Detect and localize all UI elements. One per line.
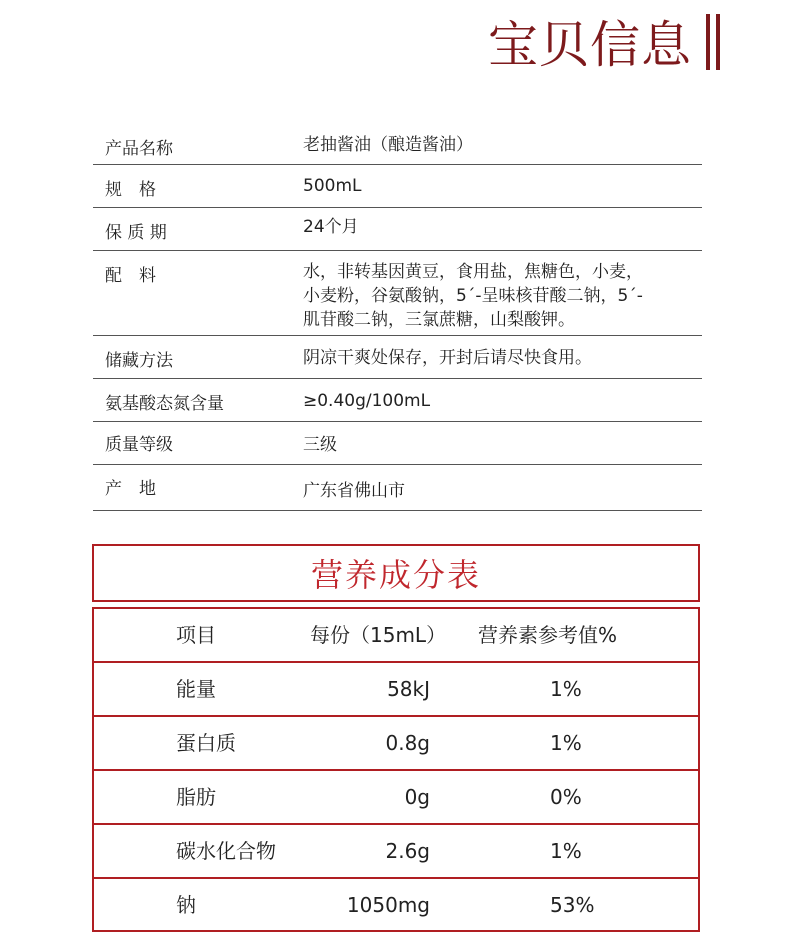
info-label: 质量等级 (105, 435, 173, 455)
info-row-name (93, 123, 702, 165)
info-value: 阴凉干爽处保存，开封后请尽快食用。 (303, 348, 592, 368)
nutrient-amount: 0.8g (385, 731, 430, 755)
header-title: 宝贝信息 (488, 16, 692, 74)
info-row-amino-nitrogen (93, 379, 702, 422)
nutrient-name: 碳水化合物 (176, 839, 276, 863)
nutrition-title-box (92, 544, 700, 602)
header-per-serving: 每份（15mL） (310, 623, 447, 647)
header-nrv: 营养素参考值% (478, 623, 618, 647)
info-row-storage (93, 336, 702, 379)
nutrition-header-row (94, 609, 698, 663)
info-label: 保 质 期 (105, 223, 167, 243)
nutrient-amount: 58kJ (387, 677, 430, 701)
nutrition-table (92, 607, 700, 932)
nutrient-nrv: 1% (550, 731, 582, 755)
table-row (94, 717, 698, 771)
info-label: 产品名称 (105, 139, 173, 159)
nutrient-name: 钠 (176, 893, 196, 917)
info-row-shelf-life (93, 208, 702, 251)
info-value: 广东省佛山市 (303, 481, 405, 501)
nutrient-amount: 0g (404, 785, 430, 809)
info-row-spec (93, 165, 702, 208)
info-row-ingredients (93, 251, 702, 336)
nutrient-name: 蛋白质 (176, 731, 236, 755)
info-value: ≥0.40g/100mL (303, 391, 431, 411)
info-value: 24个月 (303, 217, 359, 237)
nutrient-amount: 2.6g (385, 839, 430, 863)
header-bar-right (716, 14, 720, 70)
nutrient-amount: 1050mg (346, 893, 430, 917)
nutrient-nrv: 1% (550, 839, 582, 863)
table-row (94, 879, 698, 930)
table-row (94, 825, 698, 879)
nutrient-name: 能量 (176, 677, 216, 701)
info-label: 配 料 (105, 266, 156, 286)
nutrient-name: 脂肪 (176, 785, 216, 809)
info-row-origin (93, 465, 702, 511)
info-label: 规 格 (105, 180, 156, 200)
info-label: 氨基酸态氮含量 (105, 394, 224, 414)
header-item: 项目 (176, 623, 216, 647)
nutrition-title: 营养成分表 (310, 556, 481, 594)
nutrient-nrv: 0% (550, 785, 582, 809)
table-row (94, 771, 698, 825)
table-row (94, 663, 698, 717)
nutrient-nrv: 53% (550, 893, 595, 917)
info-value: 老抽酱油（酿造酱油） (303, 135, 473, 155)
info-label: 储藏方法 (105, 351, 173, 371)
header-bar-left (706, 14, 710, 70)
product-info-table (93, 123, 702, 511)
info-value: 三级 (303, 435, 337, 455)
info-value: 500mL (303, 176, 362, 196)
nutrient-nrv: 1% (550, 677, 582, 701)
info-value: 水，非转基因黄豆，食用盐，焦糖色，小麦， 小麦粉，谷氨酸钠，5´-呈味核苷酸二钠，5´- 肌苷酸二钠，三氯蔗糖，山梨酸钾。 (303, 262, 643, 330)
info-row-grade (93, 422, 702, 465)
info-label: 产 地 (105, 479, 156, 499)
